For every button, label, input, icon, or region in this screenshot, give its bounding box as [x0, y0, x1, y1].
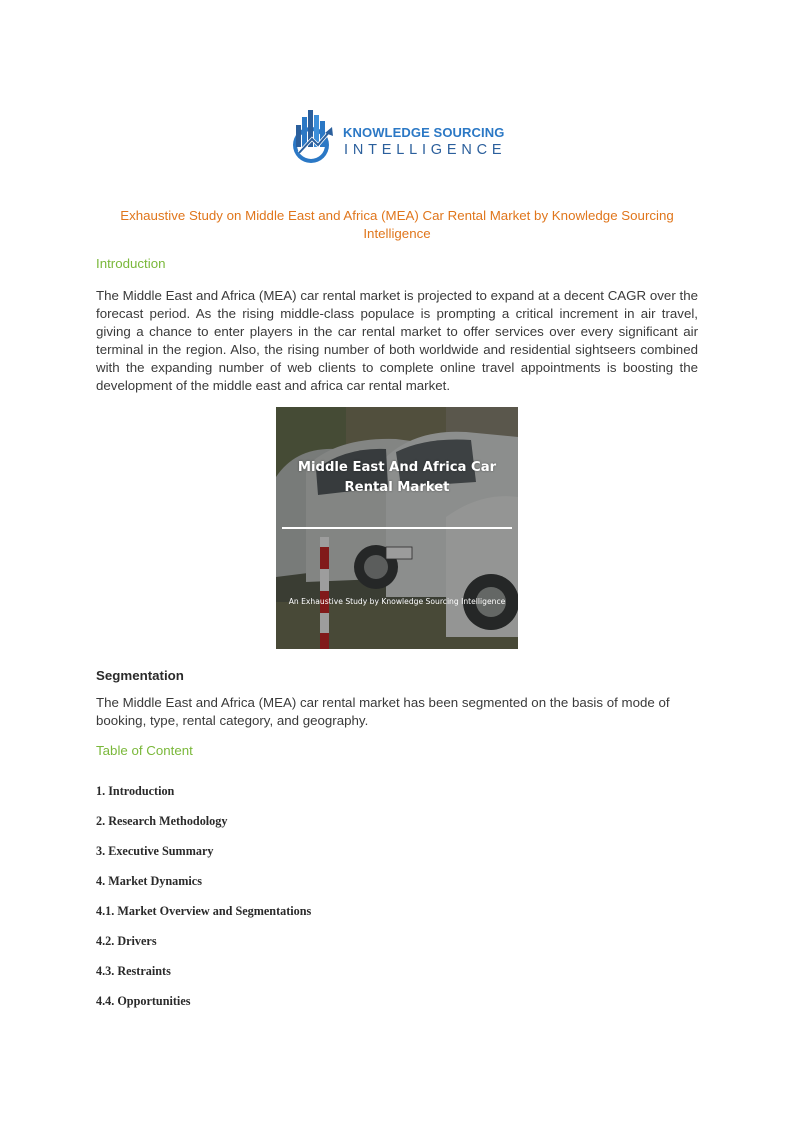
introduction-heading: Introduction	[96, 256, 166, 271]
toc-item: 4. Market Dynamics	[96, 874, 202, 888]
building-bars-arrow-logo-icon	[290, 105, 338, 165]
table-of-contents	[96, 783, 311, 1023]
cover-subtitle: An Exhaustive Study by Knowledge Sourcing Intelligence	[288, 597, 506, 606]
toc-item: 3. Executive Summary	[96, 844, 214, 858]
segmentation-paragraph: The Middle East and Africa (MEA) car rental market has been segmented on the basis of mode of booking, type, rental category, and geography.	[96, 695, 670, 728]
segmentation-heading: Segmentation	[96, 668, 184, 683]
toc-item: 4.1. Market Overview and Segmentations	[96, 904, 312, 918]
report-cover-image	[276, 407, 518, 649]
logo-text-line1: KNOWLEDGE SOURCING	[343, 125, 505, 140]
toc-item: 4.4. Opportunities	[96, 994, 191, 1008]
toc-heading: Table of Content	[96, 743, 193, 758]
toc-item: 4.2. Drivers	[96, 934, 157, 948]
cover-title: Middle East And Africa Car Rental Market	[297, 460, 497, 495]
logo-text-line2: INTELLIGENCE	[344, 142, 507, 158]
toc-item: 2. Research Methodology	[96, 814, 228, 828]
cover-divider	[282, 527, 512, 529]
toc-item: 1. Introduction	[96, 784, 175, 798]
toc-item: 4.3. Restraints	[96, 964, 171, 978]
document-title: Exhaustive Study on Middle East and Africa (MEA) Car Rental Market by Knowledge Sourcing Intelligence	[120, 208, 674, 241]
company-logo	[290, 105, 505, 167]
introduction-paragraph: The Middle East and Africa (MEA) car rental market is projected to expand at a decent CAGR over the forecast period. As the rising middle-class populace is prompting a critical increment in air travel, giving a chance to enter players in the car rental market to offer services over every significant air terminal in the region. Also, the rising number of both worldwide and residential sightseers combined with the expanding number of web clients to complete online travel appointments is boosting the development of the middle east and africa car rental market.	[96, 288, 698, 393]
